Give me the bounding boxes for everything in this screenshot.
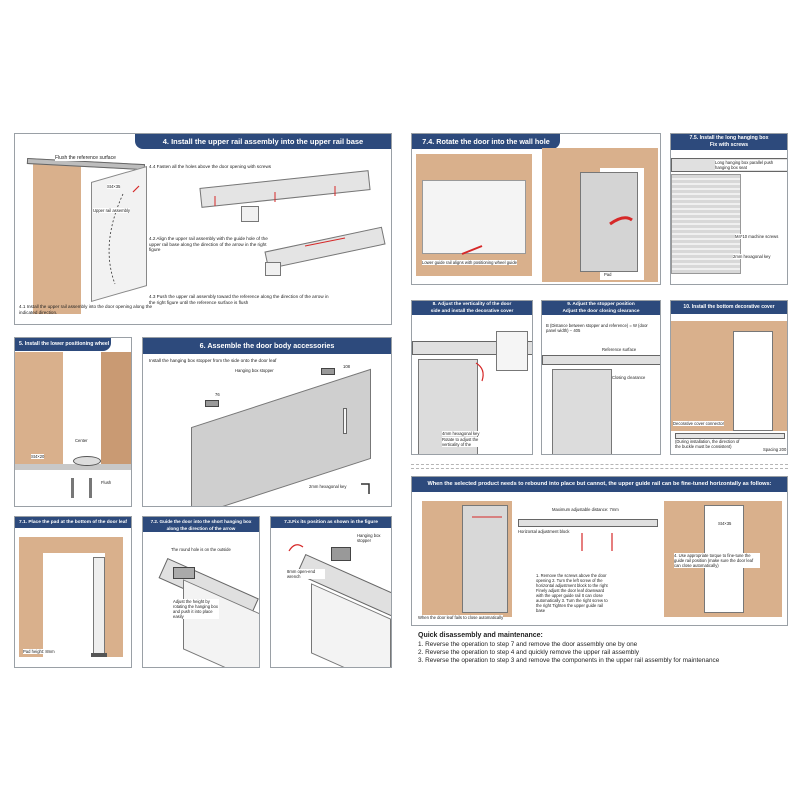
step4-cap-4-1: 4.1 Install the upper rail assembly into the door opening along the indicated direction. [19,304,153,315]
step75-panel [670,133,788,285]
step8-title-line2: side and install the decorative cover [430,308,514,314]
fine-tune-block-label: Horizontal adjustment block [518,529,570,534]
step9-ref-label: Reference surface [602,347,637,352]
step9-distance-label: B (Distance between stopper and reference) = W (door panel width) − 405 [546,323,656,333]
step5-title: 5. Install the lower positioning wheel [19,341,110,347]
step4-flush-label: Flush the reference surface [55,155,116,161]
step73-panel [270,516,392,668]
step74-pad-label: Pad [604,272,612,277]
step72-header [143,517,259,532]
step71-header [15,517,131,528]
step5-screw-2 [89,478,92,498]
step6-dim-76: 76 [215,392,220,397]
separator-dashed-line [411,468,788,469]
step6-panel [142,337,392,507]
step71-title: 7.1. Place the pad at the bottom of the door leaf [19,520,127,525]
fine-tune-torque-label: 4. Use appropriate torque to fine-tune the guide rail position (make sure the door leaf can close automatically) [674,553,760,568]
step8-rotate-label: Rotate to adjust the verticality of the [442,437,490,447]
step6-intro: Install the hanging box stopper from the side onto the door leaf [149,358,277,363]
fine-tune-panel [411,476,788,626]
step10-panel [670,300,788,455]
step4-cap-4-3: 4.3 Push the upper rail assembly toward the reference along the direction of the arrow in the right figure until the reference surface is flush [149,294,329,305]
step8-rotate-arrow [412,301,533,455]
step72-hole-label: The round hole is on the outside [171,547,231,552]
fine-tune-screw-label: St4×35 [718,521,732,526]
quick-line: 1. Reverse the operation to step 7 and remove the door assembly one by one [418,641,638,648]
step75-header [671,134,787,150]
step5-screw-label: St4×20 [31,454,45,459]
fine-tune-steps: 1. Remove the screws above the door opening 2. Turn the left screw of the horizontal adjustment block to the right Finely adjust the door leaf downward with the upper guide rail It can close automatically 3. Turn the right screw to the right Tighten the upper guide rail base [536,573,610,613]
step74-arrows [412,134,661,285]
step73-stopper-label: Hanging box stopper [357,533,391,543]
separator-dashed-line [411,464,788,465]
step4-cap-4-4: 4.4 Fasten all the holes above the door opening with screws [149,164,272,169]
step9-rail [542,355,661,365]
step9-panel [541,300,661,455]
step8-key-label: 4mm hexagonal key [442,431,480,436]
step10-header [671,301,787,314]
step75-shutter [671,174,741,274]
step10-note-label: (During installation, the direction of the buckle must be consistent) [675,439,745,449]
step6-dim-108: 108 [343,364,350,369]
quick-title: Quick disassembly and maintenance: [418,632,543,639]
step5-panel [14,337,132,507]
step75-title-line1: 7.5. Install the long hanging box [689,135,769,141]
step75-screw-label: M4*10 machine screws [735,234,779,239]
step10-cover-label: Decorative cover connector [673,421,724,426]
step6-stopper-label: Hanging box stopper [235,368,274,373]
step9-title-line1: 9. Adjust the stopper position [567,302,635,307]
step5-flush-label: Flush [101,480,112,485]
fine-tune-max-distance: Maximum adjustable distance: 7mm [552,507,619,512]
fine-tune-title: When the selected product needs to rebound into place but cannot, the upper guide rail can be fine-tuned horizontally as follows: [427,481,772,487]
step4-arrows [15,134,392,324]
step75-box-label: Long hanging box parallel push hanging box seat [715,160,787,170]
step74-title: 7.4. Rotate the door into the wall hole [422,137,550,146]
fine-tune-fail-label: When the door leaf fails to close automatically [418,615,504,620]
step9-header [542,301,660,315]
step9-title-line2: Adjust the door closing clearance [562,308,640,314]
step8-title-line1: 8. Adjust the verticality of the door [432,302,512,307]
quick-line: 3. Reverse the operation to step 3 and remove the components in the upper rail assembly for maintenance [418,657,720,664]
step73-wrench-label: 8mm open-end wrench [287,569,325,579]
step71-pad-label: Pad height: 8mm [23,649,55,654]
step6-key-icon [143,338,392,507]
step8-panel [411,300,533,455]
step4-upper-rail-label: Upper rail assembly [93,208,131,213]
step10-spacing-label: Spacing 200 [763,447,787,452]
step5-wheel [73,456,101,466]
quick-line: 2. Reverse the operation to step 4 and quickly remove the upper rail assembly [418,649,639,656]
step5-wall-right [101,352,132,464]
step73-title: 7.3.Fix its position as shown in the figure [284,520,378,525]
step71-pad [91,653,107,657]
step71-panel [14,516,132,668]
step10-door-leaf [733,331,773,431]
step9-clearance-label: Closing clearance [612,375,646,380]
step6-title: 6. Assemble the door body accessories [199,341,335,350]
step74-guide-label: Lower guide rail aligns with positioning wheel guide [422,260,517,265]
step5-floor [15,464,132,470]
step74-panel [411,133,661,285]
step4-cap-4-2: 4.2 Align the upper rail assembly with the guide hole of the upper rail base along the direction of the arrow in the right figure [149,236,268,253]
step72-adjust-label: Adjust the height by rotating the hanging box and push it into place easily [173,599,218,619]
step5-center-label: Center [75,438,88,443]
step4-title: 4. Install the upper rail assembly into the upper rail base [162,137,364,146]
step4-screw-label: St4×35 [107,184,121,189]
step6-key-label: 2mm hexagonal key [309,484,347,489]
step75-title-line2: Fix with screws [709,142,749,148]
step5-header [15,338,111,351]
step72-title: 7.2. Guide the door into the short hanging box along the direction of the arrow [150,519,252,531]
step73-rotate-arrow [271,517,392,668]
step72-panel [142,516,260,668]
step71-door-leaf [93,557,105,657]
step75-key-label: 2mm hexagonal key [733,254,771,259]
step10-title: 10. Install the bottom decorative cover [683,304,775,310]
step9-door-leaf [552,369,612,455]
step5-wall-left [15,352,63,464]
step5-screw-1 [71,478,74,498]
step72-hanging-box [173,567,195,579]
step4-panel [14,133,392,325]
